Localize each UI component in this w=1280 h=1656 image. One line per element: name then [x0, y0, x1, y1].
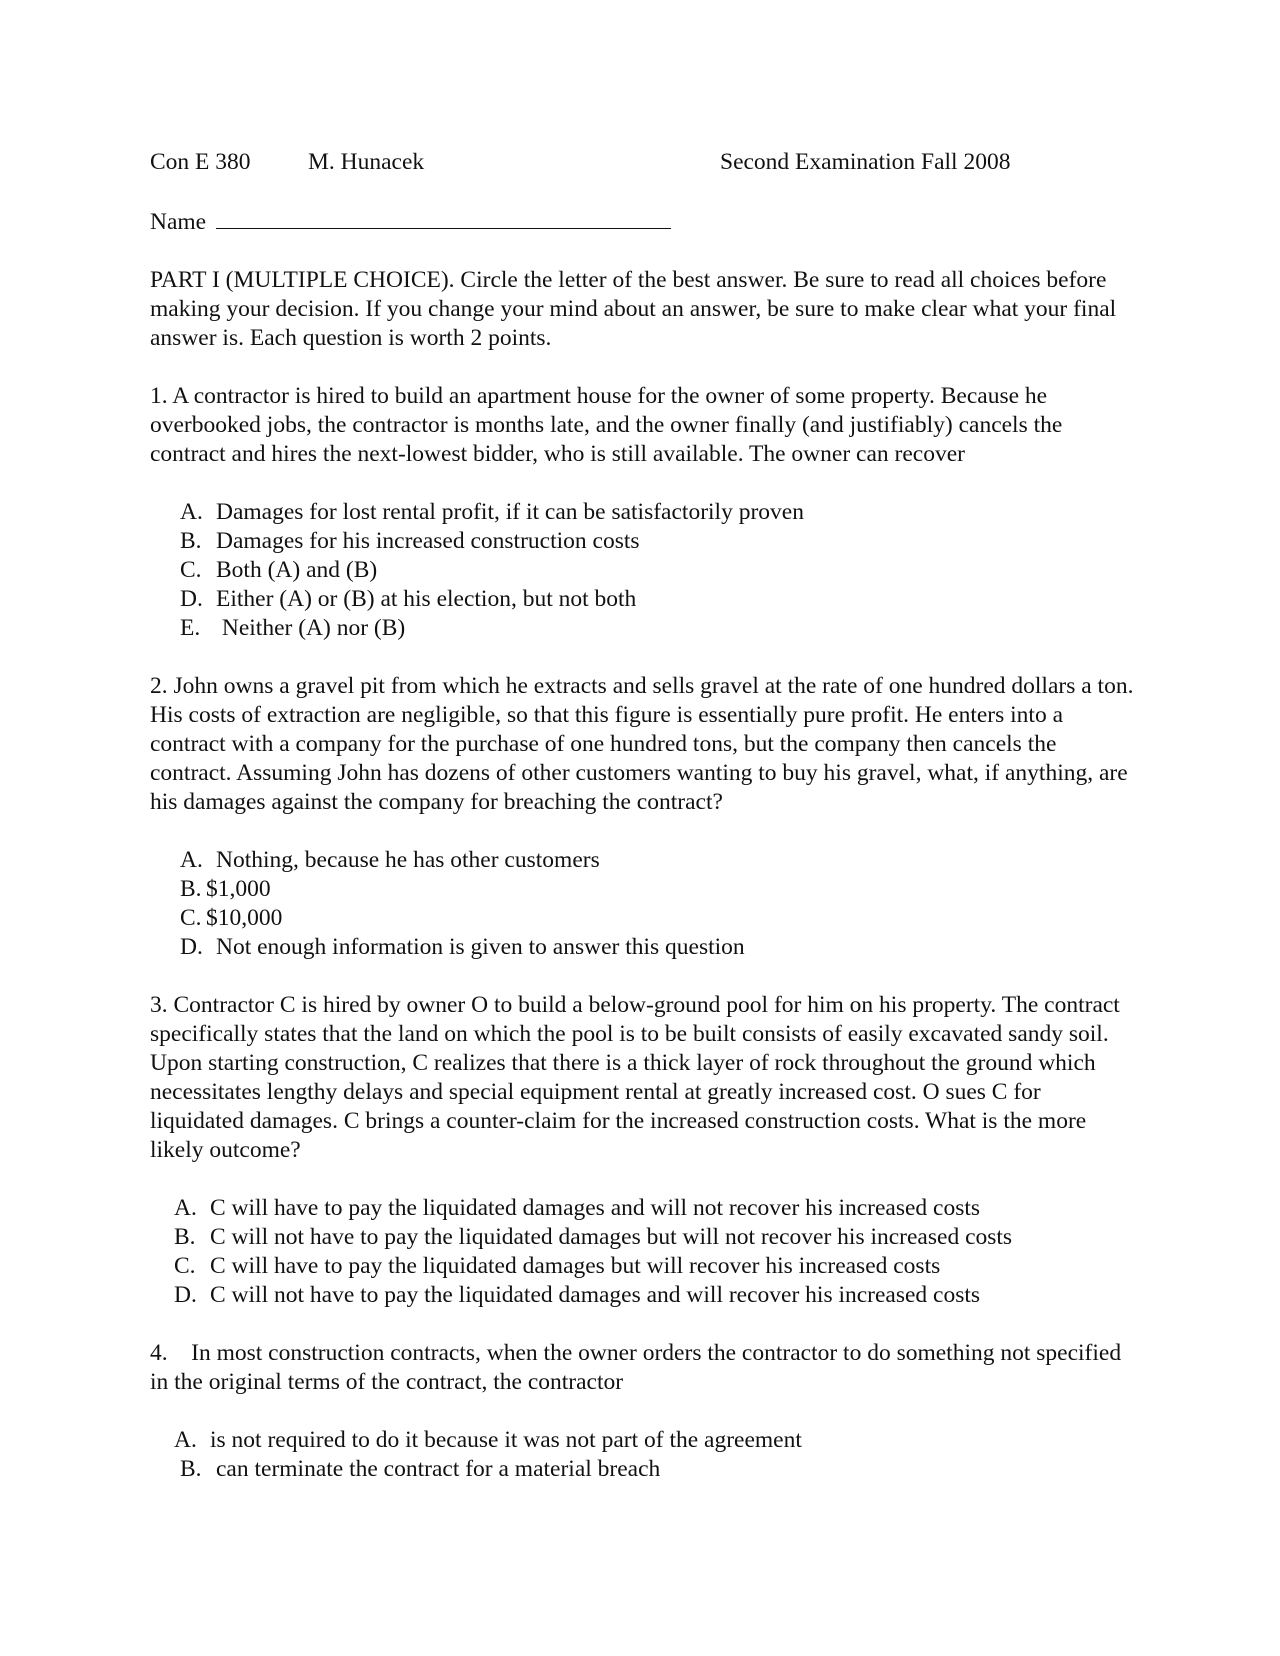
- option-item[interactable]: [180, 527, 1140, 556]
- option-text: Either (A) or (B) at his election, but not both: [216, 586, 637, 612]
- name-blank-line[interactable]: [216, 206, 671, 229]
- option-item[interactable]: [174, 1281, 1140, 1310]
- exam-title: Second Examination Fall 2008: [720, 149, 1011, 175]
- option-letter: B.: [180, 528, 202, 554]
- option-letter: A.: [174, 1427, 197, 1453]
- option-item[interactable]: [174, 1426, 1140, 1455]
- option-item[interactable]: [174, 1252, 1140, 1281]
- option-text: C will have to pay the liquidated damages and will not recover his increased costs: [210, 1195, 981, 1221]
- option-item[interactable]: [180, 904, 1140, 933]
- option-text: is not required to do it because it was not part of the agreement: [210, 1427, 802, 1453]
- option-item[interactable]: [180, 585, 1140, 614]
- option-text: $1,000: [206, 876, 271, 902]
- option-item[interactable]: [174, 1223, 1140, 1252]
- option-item[interactable]: [180, 498, 1140, 527]
- option-letter: B.: [180, 876, 202, 902]
- option-letter: D.: [180, 934, 203, 960]
- option-text: can terminate the contract for a material breach: [216, 1456, 661, 1482]
- option-text: $10,000: [206, 905, 283, 931]
- option-letter: B.: [180, 1456, 202, 1482]
- option-letter: D.: [174, 1282, 197, 1308]
- option-item[interactable]: [180, 614, 1140, 643]
- name-label: Name: [150, 209, 207, 235]
- question-4-options: [150, 1426, 1140, 1484]
- question-2-options: [150, 846, 1140, 962]
- option-item[interactable]: [180, 933, 1140, 962]
- option-letter: A.: [180, 847, 203, 873]
- option-text: C will not have to pay the liquidated damages and will recover his increased costs: [210, 1282, 981, 1308]
- option-letter: E.: [180, 615, 201, 641]
- option-text: Not enough information is given to answer this question: [216, 934, 745, 960]
- course-code: Con E 380: [150, 149, 251, 175]
- option-item[interactable]: [180, 875, 1140, 904]
- option-item[interactable]: [174, 1455, 1140, 1484]
- option-letter: B.: [174, 1224, 196, 1250]
- exam-header: [150, 148, 1140, 177]
- option-text: Damages for his increased construction costs: [216, 528, 640, 554]
- option-item[interactable]: [180, 556, 1140, 585]
- question-2-text: 2. John owns a gravel pit from which he extracts and sells gravel at the rate of one hundred dollars a ton. His costs of extraction are negligible, so that this figure is essentially pure profit. He enters into a contract with a company for the purchase of one hundred tons, but the company then cancels the contract. Assuming John has dozens of other customers wanting to buy his gravel, what, if anything, are his damages against the company for breaching the contract?: [150, 673, 1134, 815]
- option-text: C will not have to pay the liquidated damages but will not recover his increased costs: [210, 1224, 1013, 1250]
- option-text: Nothing, because he has other customers: [216, 847, 600, 873]
- option-item[interactable]: [180, 846, 1140, 875]
- option-text: Damages for lost rental profit, if it can be satisfactorily proven: [216, 499, 804, 525]
- option-item[interactable]: [174, 1194, 1140, 1223]
- question-4-text: 4. In most construction contracts, when the owner orders the contractor to do something not specified in the original terms of the contract, the contractor: [150, 1340, 1127, 1395]
- option-text: Neither (A) nor (B): [216, 615, 406, 641]
- option-letter: C.: [180, 905, 202, 931]
- instructor-name: M. Hunacek: [308, 149, 425, 175]
- name-field-row: [150, 206, 1140, 237]
- question-3-options: [150, 1194, 1140, 1310]
- question-1-options: [150, 498, 1140, 643]
- option-letter: A.: [174, 1195, 197, 1221]
- option-text: Both (A) and (B): [216, 557, 378, 583]
- option-letter: C.: [180, 557, 202, 583]
- exam-page: [150, 148, 1140, 1484]
- option-letter: D.: [180, 586, 203, 612]
- option-letter: A.: [180, 499, 203, 525]
- option-text: C will have to pay the liquidated damages but will recover his increased costs: [210, 1253, 941, 1279]
- question-3-text: 3. Contractor C is hired by owner O to build a below-ground pool for him on his property. The contract specifically states that the land on which the pool is to be built consists of easily excavated sandy soil. Upon starting construction, C realizes that there is a thick layer of rock throughout the ground which necessitates lengthy delays and special equipment rental at greatly increased cost. O sues C for liquidated damages. C brings a counter-claim for the increased construction costs. What is the more likely outcome?: [150, 992, 1120, 1163]
- option-letter: C.: [174, 1253, 196, 1279]
- question-1-text: 1. A contractor is hired to build an apartment house for the owner of some property. Because he overbooked jobs, the contractor is months late, and the owner finally (and justifiably) cancels the contract and hires the next-lowest bidder, who is still available. The owner can recover: [150, 383, 1063, 467]
- instructions: PART I (MULTIPLE CHOICE). Circle the letter of the best answer. Be sure to read all choices before making your decision. If you change your mind about an answer, be sure to make clear what your final answer is. Each question is worth 2 points.: [150, 267, 1117, 351]
